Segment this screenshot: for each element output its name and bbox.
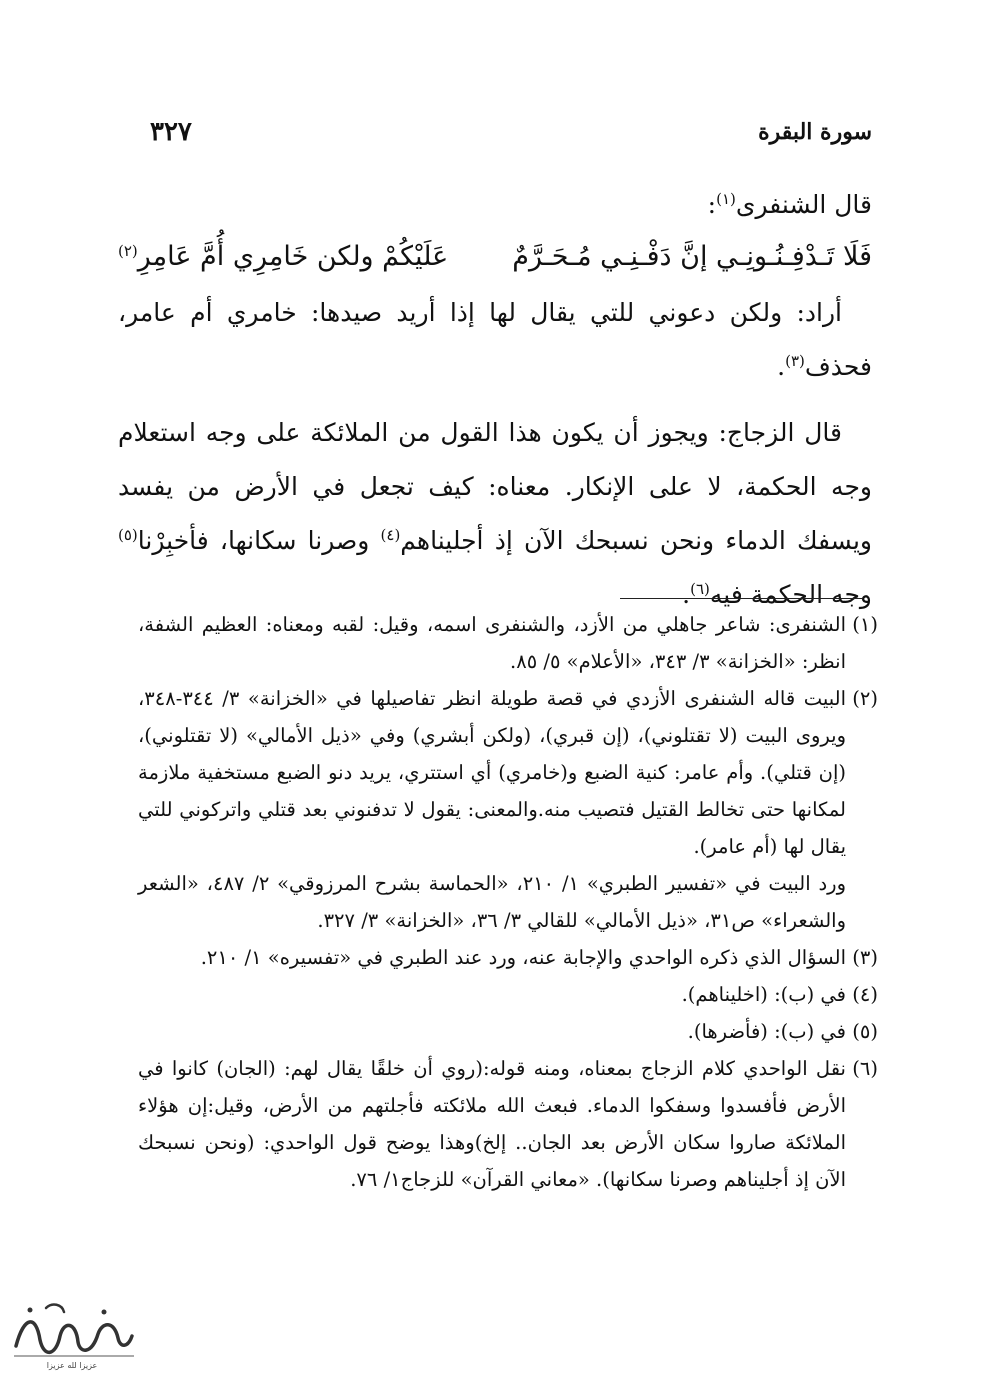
footnote-body (138, 939, 846, 976)
footnote-number: (٥) (852, 1020, 878, 1043)
footnote-text: في (ب): (اخليناهم). (681, 983, 846, 1006)
footnote-number: (٣) (852, 946, 878, 969)
footnote-ref-1[interactable]: (١) (716, 190, 736, 208)
footnote (138, 606, 878, 680)
footnote (138, 939, 878, 976)
footnote-body (138, 606, 846, 680)
footnote-ref-2[interactable]: (٢) (118, 242, 138, 260)
footnote-number: (٢) (852, 687, 878, 710)
footnote-body (138, 680, 846, 939)
footnote-ref-6[interactable]: (٦) (690, 580, 710, 598)
surah-title: سورة البقرة (758, 119, 872, 145)
footnote-ref-4[interactable]: (٤) (380, 526, 401, 544)
paragraph-zajjaj: قال الزجاج: ويجوز أن يكون هذا القول من الملائكة على وجه استعلام وجه الحكمة، لا على الإنكار. معناه: كيف تجعل في الأرض من يفسد ويسفك الدماء ونحن نسبحك الآن إذ أجليناهم$^{(٤)}$ وصرنا سكانها، فأخبِرْنا$^{(٥)}$ وجه الحكمة فيه$^{(٦)}$. (118, 418, 873, 609)
footnote-text: البيت قاله الشنفرى الأزدي في قصة طويلة انظر تفاصيلها في «الخزانة» ٣/ ٣٤٤-٣٤٨، ويروى البيت (لا تقتلوني)، (إن قبري)، (ولكن أبشري) وفي «ذيل الأمالي» (لا تقتلوني)، (إن قتلي). وأم عامر: كنية الضبع و(خامري) أي استتري، يريد دنو الضبع مستخفية ملازمة لمكانها حتى تخالط القتيل فتصيب منه.والمعنى: يقول لا تدفنوني بعد قتلي واتركوني للتي يقال لها (أم عامر). (138, 687, 846, 858)
footnotes (138, 606, 878, 1198)
footnote-body (138, 1050, 846, 1198)
footnote-number: (٦) (852, 1057, 878, 1080)
paragraph-explanation: أراد: ولكن دعوني للتي يقال لها إذا أريد صيدها: خامري أم عامر، فحذف$^{(٣)}$. (118, 298, 872, 381)
footnote-text: السؤال الذي ذكره الواحدي والإجابة عنه، ورد عند الطبري في «تفسيره» ١/ ٢١٠. (200, 946, 846, 969)
footnote-ref-5[interactable]: (٥) (118, 526, 138, 544)
footnote-separator (620, 598, 862, 599)
main-text (118, 178, 872, 622)
footnote-ref-3[interactable]: (٣) (785, 352, 805, 370)
poetry-verse (118, 232, 872, 282)
footnote-text: ورد البيت في «تفسير الطبري» ١/ ٢١٠، «الحماسة بشرح المرزوقي» ٢/ ٤٨٧، «الشعر والشعراء» ص٣١، «ذيل الأمالي» للقالي ٣/ ٣٦، «الخزانة» ٣/ ٣٢٧. (138, 872, 846, 932)
footnote (138, 680, 878, 939)
watermark-logo (6, 1296, 138, 1372)
footnote-text: نقل الواحدي كلام الزجاج بمعناه، ومنه قوله:(روي أن خلقًا يقال لهم: (الجان) كانوا في الأرض فأفسدوا وسفكوا الدماء. فبعث الله ملائكته فأجلتهم من الأرض، وقيل:إن هؤلاء الملائكة صاروا سكان الأرض بعد الجان.. إلخ)وهذا يوضح قول الواحدي: (ونحن نسبحك الآن إذ أجليناهم وصرنا سكانها). «معاني القرآن» للزجاج١/ ٧٦. (138, 1057, 846, 1191)
verse-first-hemistich: فَلَا تَـدْفِـنُـونِـي إنَّ دَفْـنِـي مُـحَـرَّمٌ (512, 241, 872, 272)
page-header (150, 112, 872, 152)
footnote (138, 1013, 878, 1050)
footnote (138, 976, 878, 1013)
verse-second-hemistich: عَلَيْكُمْ ولكن خَامِرِي أُمَّ عَامِرِ$^{(٢)}$ (118, 241, 449, 272)
watermark-small-text: عزيزا لله عزيزا (46, 1361, 98, 1370)
footnote-body (138, 1013, 846, 1050)
footnote-number: (١) (852, 613, 878, 636)
footnote (138, 1050, 878, 1198)
footnote-text: في (ب): (فأضرها). (687, 1020, 846, 1043)
page-number: ٣٢٧ (150, 117, 192, 147)
footnote-body (138, 976, 846, 1013)
footnote-number: (٤) (852, 983, 878, 1006)
poet-intro: قال الشنفرى$^{(١)}$: (707, 190, 872, 219)
footnote-text: الشنفرى: شاعر جاهلي من الأزد، والشنفرى اسمه، وقيل: لقبه ومعناه: العظيم الشفة، انظر: «الخزانة» ٣/ ٣٤٣، «الأعلام» ٥/ ٨٥. (138, 613, 846, 673)
